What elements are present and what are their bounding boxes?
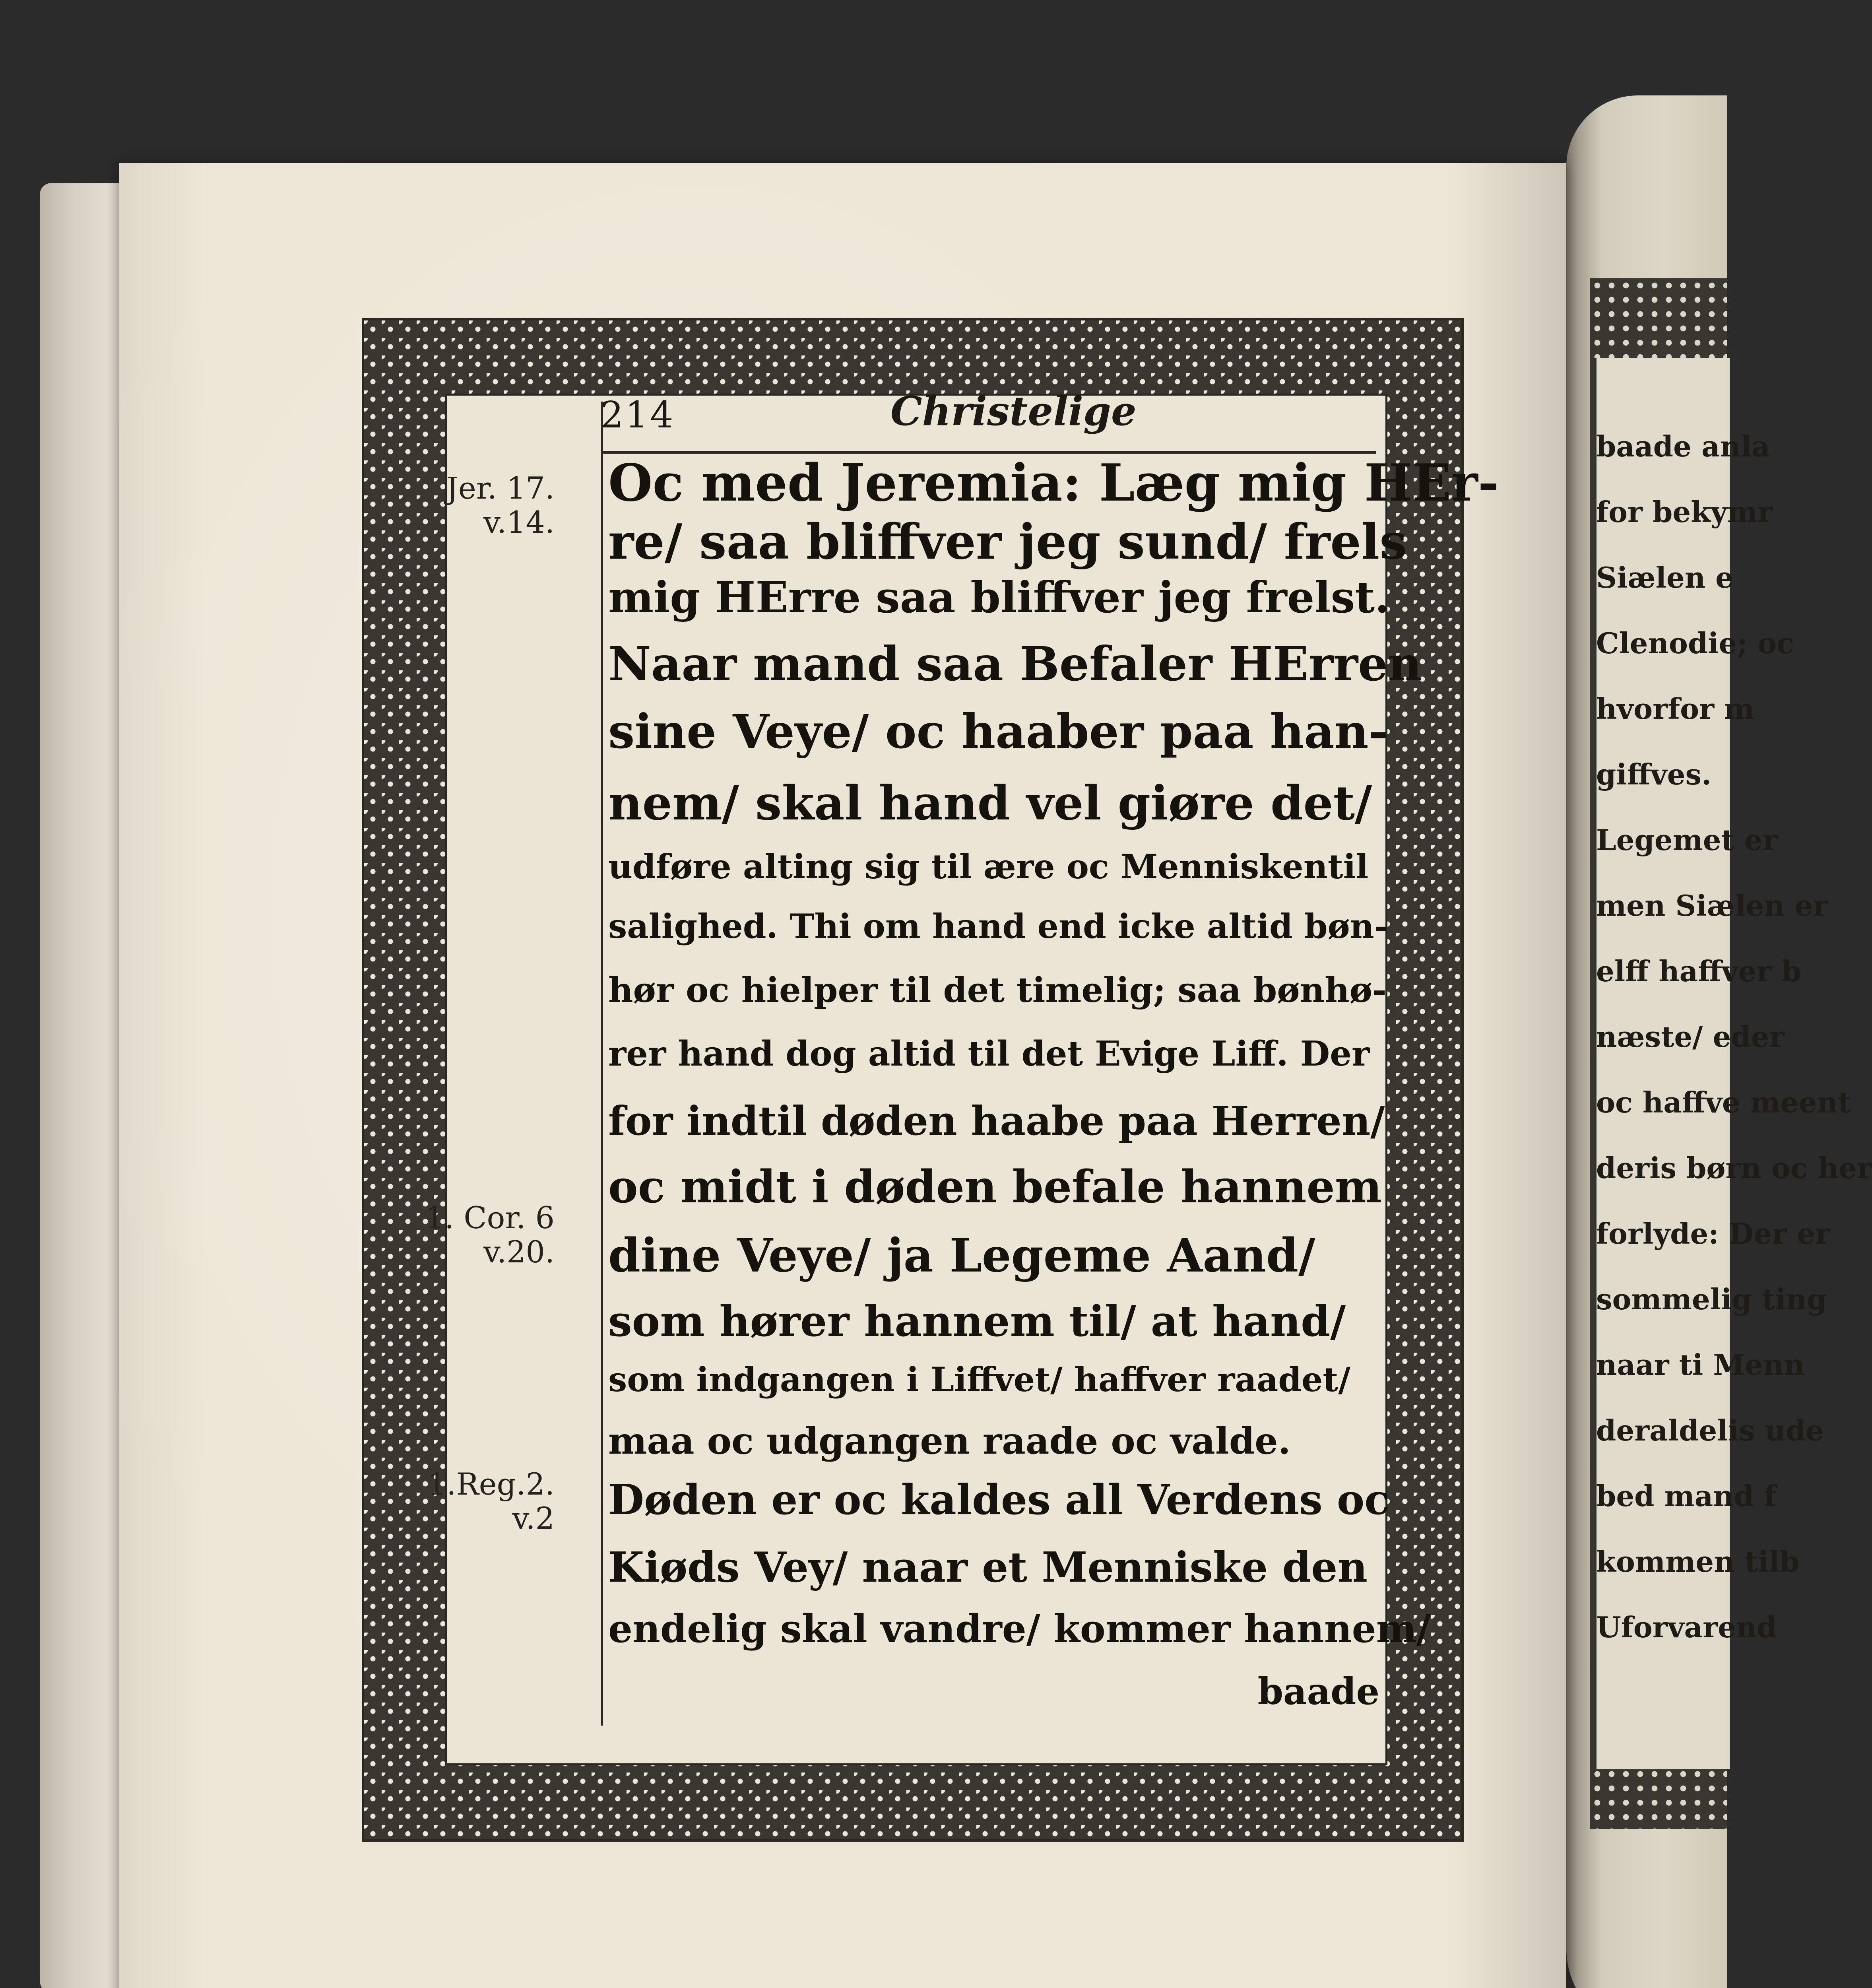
facing-page-line: deraldelis ude — [1596, 1413, 1824, 1447]
facing-page-line: Siælen e — [1596, 561, 1734, 594]
facing-page-line: forlyde: Der er — [1596, 1217, 1830, 1250]
facing-page-line: bed mand f — [1596, 1479, 1777, 1513]
text-line: mig HErre saa bliffver jeg frelst. — [608, 573, 1390, 623]
text-line: rer hand dog altid til det Evige Liff. Der — [608, 1034, 1370, 1074]
text-line: salighed. Thi om hand end icke altid bøn- — [608, 907, 1388, 946]
margin-note — [419, 471, 555, 540]
margin-note-line: v.2 — [512, 1501, 555, 1536]
facing-page-line: for bekymr — [1596, 495, 1773, 529]
text-line: oc midt i døden befale hannem — [608, 1161, 1382, 1213]
text-line: Naar mand saa Befaler HErren — [608, 636, 1422, 691]
facing-page-line: oc haffve meent — [1596, 1085, 1851, 1119]
running-head: Christelige — [890, 388, 1137, 435]
text-line: som indgangen i Liffvet/ haffver raadet/ — [608, 1360, 1350, 1399]
text-line: sine Veye/ oc haaber paa han- — [608, 704, 1388, 759]
facing-page-line: giffves. — [1596, 757, 1712, 791]
margin-note-line: v.14. — [483, 505, 555, 540]
facing-page-line: men Siælen er — [1596, 889, 1828, 922]
page-number: 214 — [600, 394, 675, 436]
margin-note-line: 1. Cor. 6 — [425, 1200, 555, 1235]
facing-page-line: Clenodie; oc — [1596, 626, 1794, 660]
text-line: maa oc udgangen raade oc valde. — [608, 1419, 1291, 1462]
catchword: baade — [1257, 1670, 1379, 1713]
margin-note-line: v.20. — [483, 1234, 555, 1270]
facing-page-line: Legemet er — [1596, 823, 1778, 857]
text-line: udføre alting sig til ære oc Menniskentil — [608, 847, 1369, 886]
text-line: som hører hannem til/ at hand/ — [608, 1296, 1346, 1346]
margin-note — [419, 1201, 555, 1269]
text-line: Oc med Jeremia: Læg mig HEr- — [608, 453, 1499, 513]
text-line: hør oc hielper til det timelig; saa bønhø- — [608, 970, 1387, 1010]
facing-page-line: baade anla — [1596, 429, 1770, 463]
margin-note-line: 1.Reg.2. — [427, 1466, 555, 1502]
facing-page-line: hvorfor m — [1596, 692, 1755, 726]
text-line: endelig skal vandre/ kommer hannem/ — [608, 1606, 1431, 1651]
text-line: nem/ skal hand vel giøre det/ — [608, 775, 1372, 831]
text-line: Døden er oc kaldes all Verdens oc — [608, 1475, 1390, 1524]
facing-page-line: kommen tilb — [1596, 1545, 1800, 1578]
facing-page-line: elff haffver b — [1596, 954, 1802, 988]
margin-note-line: Jer. 17. — [446, 470, 555, 506]
facing-page-line: sommelig ting — [1596, 1282, 1827, 1316]
text-line: re/ saa bliffver jeg sund/ frels — [608, 513, 1407, 570]
facing-page-line: deris børn oc her — [1596, 1151, 1872, 1185]
facing-page-line: naar ti Menn — [1596, 1348, 1805, 1382]
margin-rule — [601, 402, 603, 1726]
text-line: for indtil døden haabe paa Herren/ — [608, 1097, 1385, 1144]
text-line: Kiøds Vey/ naar et Menniske den — [608, 1543, 1368, 1592]
text-line: dine Veye/ ja Legeme Aand/ — [608, 1229, 1315, 1283]
facing-page-line: næste/ eder — [1596, 1020, 1785, 1054]
margin-note — [419, 1467, 555, 1536]
facing-page-line: Uforvarend — [1596, 1610, 1777, 1644]
